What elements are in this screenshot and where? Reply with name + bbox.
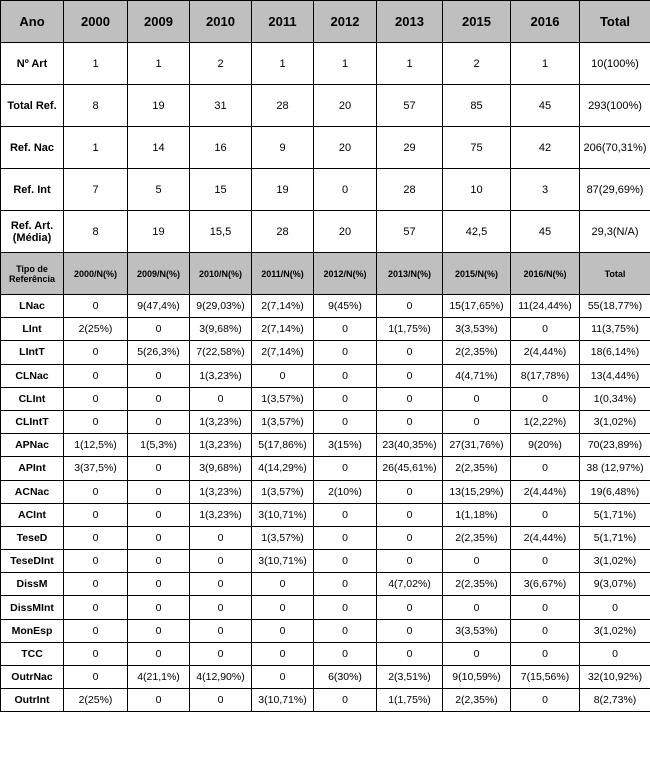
data-cell: 3(1,02%) bbox=[580, 410, 650, 433]
header-cell-year-pct: 2013/N(%) bbox=[377, 253, 443, 295]
reference-type-row bbox=[1, 410, 650, 433]
data-cell: 0 bbox=[314, 341, 377, 364]
data-cell: 27(31,76%) bbox=[443, 434, 511, 457]
data-cell: 0 bbox=[580, 596, 650, 619]
data-cell: 2(4,44%) bbox=[511, 526, 580, 549]
reference-type-row bbox=[1, 596, 650, 619]
data-cell: 1(3,57%) bbox=[252, 480, 314, 503]
header-label-line: Referência bbox=[8, 273, 56, 284]
data-cell: 0 bbox=[190, 642, 252, 665]
header-cell-total: Total bbox=[580, 1, 650, 43]
data-cell: 28 bbox=[377, 169, 443, 211]
data-cell: 10 bbox=[443, 169, 511, 211]
header-cell-year-pct: 2012/N(%) bbox=[314, 253, 377, 295]
data-cell: 2(7,14%) bbox=[252, 295, 314, 318]
data-cell: 0 bbox=[511, 503, 580, 526]
data-cell: 42 bbox=[511, 127, 580, 169]
data-cell: 2(2,35%) bbox=[443, 457, 511, 480]
data-cell: 2(4,44%) bbox=[511, 341, 580, 364]
reference-type-row bbox=[1, 387, 650, 410]
data-cell: 0 bbox=[64, 341, 128, 364]
data-cell: 57 bbox=[377, 85, 443, 127]
header-cell-year: 2015 bbox=[443, 1, 511, 43]
data-cell: 31 bbox=[190, 85, 252, 127]
data-cell: 0 bbox=[511, 596, 580, 619]
data-cell: 5(1,71%) bbox=[580, 503, 650, 526]
row-label: LNac bbox=[1, 295, 64, 318]
data-cell: 0 bbox=[128, 642, 190, 665]
data-cell: 15,5 bbox=[190, 211, 252, 253]
data-cell: 0 bbox=[377, 550, 443, 573]
data-cell: 0 bbox=[64, 364, 128, 387]
data-cell: 0 bbox=[443, 596, 511, 619]
row-label-line: (Média) bbox=[12, 231, 52, 244]
summary-row bbox=[1, 127, 650, 169]
data-cell: 55(18,77%) bbox=[580, 295, 650, 318]
data-cell: 0 bbox=[511, 457, 580, 480]
data-cell: 0 bbox=[64, 410, 128, 433]
data-cell: 0 bbox=[128, 410, 190, 433]
row-label: Nº Art bbox=[1, 43, 64, 85]
row-label: MonEsp bbox=[1, 619, 64, 642]
row-label: OutrInt bbox=[1, 689, 64, 712]
data-cell: 2(7,14%) bbox=[252, 341, 314, 364]
header-row-years bbox=[1, 1, 650, 43]
data-cell: 3(3,53%) bbox=[443, 619, 511, 642]
row-label: LIntT bbox=[1, 341, 64, 364]
data-cell: 23(40,35%) bbox=[377, 434, 443, 457]
data-cell: 0 bbox=[64, 387, 128, 410]
data-cell: 11(24,44%) bbox=[511, 295, 580, 318]
header-cell-year: 2012 bbox=[314, 1, 377, 43]
data-cell: 0 bbox=[511, 318, 580, 341]
data-cell: 0 bbox=[252, 573, 314, 596]
data-cell: 2(25%) bbox=[64, 689, 128, 712]
data-cell: 1 bbox=[377, 43, 443, 85]
data-cell: 1(3,57%) bbox=[252, 526, 314, 549]
row-label: Total Ref. bbox=[1, 85, 64, 127]
data-cell: 0 bbox=[252, 642, 314, 665]
header-cell-year: 2000 bbox=[64, 1, 128, 43]
data-cell: 4(7,02%) bbox=[377, 573, 443, 596]
data-cell: 0 bbox=[64, 480, 128, 503]
row-label: APInt bbox=[1, 457, 64, 480]
data-cell: 2(10%) bbox=[314, 480, 377, 503]
reference-type-row bbox=[1, 434, 650, 457]
data-cell: 0 bbox=[377, 503, 443, 526]
data-cell: 9(10,59%) bbox=[443, 666, 511, 689]
data-cell: 1 bbox=[252, 43, 314, 85]
data-cell: 29 bbox=[377, 127, 443, 169]
row-label: CLNac bbox=[1, 364, 64, 387]
data-cell: 206(70,31%) bbox=[580, 127, 650, 169]
reference-type-row bbox=[1, 457, 650, 480]
header-cell-ano: Ano bbox=[1, 1, 64, 43]
data-cell: 2 bbox=[190, 43, 252, 85]
data-cell: 3(10,71%) bbox=[252, 689, 314, 712]
data-cell: 0 bbox=[314, 169, 377, 211]
data-cell: 0 bbox=[314, 526, 377, 549]
data-cell: 0 bbox=[128, 457, 190, 480]
data-cell: 0 bbox=[128, 480, 190, 503]
summary-row bbox=[1, 85, 650, 127]
data-cell: 1 bbox=[64, 127, 128, 169]
data-cell: 15(17,65%) bbox=[443, 295, 511, 318]
data-cell: 0 bbox=[128, 364, 190, 387]
data-cell: 0 bbox=[511, 642, 580, 665]
data-cell: 20 bbox=[314, 85, 377, 127]
data-cell: 0 bbox=[314, 387, 377, 410]
data-cell: 0 bbox=[190, 573, 252, 596]
data-cell: 0 bbox=[190, 619, 252, 642]
header-cell-year: 2016 bbox=[511, 1, 580, 43]
summary-row bbox=[1, 169, 650, 211]
data-cell: 1(1,75%) bbox=[377, 318, 443, 341]
data-cell: 0 bbox=[377, 341, 443, 364]
data-cell: 3(9,68%) bbox=[190, 318, 252, 341]
data-cell: 9(3,07%) bbox=[580, 573, 650, 596]
data-cell: 3(9,68%) bbox=[190, 457, 252, 480]
data-cell: 14 bbox=[128, 127, 190, 169]
data-cell: 0 bbox=[64, 295, 128, 318]
data-cell: 42,5 bbox=[443, 211, 511, 253]
data-cell: 3(10,71%) bbox=[252, 503, 314, 526]
data-cell: 3(1,02%) bbox=[580, 550, 650, 573]
data-cell: 0 bbox=[443, 642, 511, 665]
data-cell: 3(37,5%) bbox=[64, 457, 128, 480]
data-cell: 7(22,58%) bbox=[190, 341, 252, 364]
data-cell: 20 bbox=[314, 127, 377, 169]
data-cell: 0 bbox=[377, 596, 443, 619]
data-cell: 0 bbox=[377, 387, 443, 410]
data-cell: 0 bbox=[190, 550, 252, 573]
data-cell: 0 bbox=[128, 596, 190, 619]
reference-type-row bbox=[1, 480, 650, 503]
data-cell: 1(2,22%) bbox=[511, 410, 580, 433]
data-cell: 28 bbox=[252, 211, 314, 253]
data-cell: 3 bbox=[511, 169, 580, 211]
header-cell-year-pct: Total bbox=[580, 253, 650, 295]
header-cell-year: 2013 bbox=[377, 1, 443, 43]
header-cell-year-pct: 2010/N(%) bbox=[190, 253, 252, 295]
reference-type-row bbox=[1, 526, 650, 549]
data-cell: 5(17,86%) bbox=[252, 434, 314, 457]
data-cell: 0 bbox=[314, 689, 377, 712]
data-cell: 3(6,67%) bbox=[511, 573, 580, 596]
row-label: CLIntT bbox=[1, 410, 64, 433]
row-label bbox=[1, 211, 64, 253]
data-cell: 16 bbox=[190, 127, 252, 169]
data-cell: 0 bbox=[64, 619, 128, 642]
reference-type-row bbox=[1, 318, 650, 341]
row-label: TeseDInt bbox=[1, 550, 64, 573]
data-cell: 0 bbox=[314, 457, 377, 480]
data-cell: 3(10,71%) bbox=[252, 550, 314, 573]
data-cell: 0 bbox=[314, 619, 377, 642]
data-cell: 1(3,23%) bbox=[190, 480, 252, 503]
data-cell: 5 bbox=[128, 169, 190, 211]
data-cell: 57 bbox=[377, 211, 443, 253]
row-label: APNac bbox=[1, 434, 64, 457]
data-cell: 6(30%) bbox=[314, 666, 377, 689]
data-cell: 9 bbox=[252, 127, 314, 169]
header-cell-year-pct: 2009/N(%) bbox=[128, 253, 190, 295]
data-cell: 19(6,48%) bbox=[580, 480, 650, 503]
data-cell: 2(4,44%) bbox=[511, 480, 580, 503]
data-cell: 2(3,51%) bbox=[377, 666, 443, 689]
data-cell: 0 bbox=[443, 410, 511, 433]
data-cell: 1(1,75%) bbox=[377, 689, 443, 712]
data-cell: 0 bbox=[511, 689, 580, 712]
data-cell: 0 bbox=[64, 596, 128, 619]
header-label-line: Tipo de bbox=[16, 263, 48, 274]
data-cell: 3(15%) bbox=[314, 434, 377, 457]
reference-type-row bbox=[1, 341, 650, 364]
data-cell: 0 bbox=[377, 295, 443, 318]
data-cell: 8 bbox=[64, 211, 128, 253]
data-cell: 1(3,23%) bbox=[190, 410, 252, 433]
header-cell-year: 2011 bbox=[252, 1, 314, 43]
header-cell-year: 2010 bbox=[190, 1, 252, 43]
data-cell: 75 bbox=[443, 127, 511, 169]
data-cell: 0 bbox=[314, 364, 377, 387]
row-label-line: Ref. Art. bbox=[10, 219, 54, 232]
data-cell: 0 bbox=[128, 573, 190, 596]
data-cell: 0 bbox=[128, 689, 190, 712]
row-label: CLInt bbox=[1, 387, 64, 410]
data-cell: 0 bbox=[377, 364, 443, 387]
row-label: LInt bbox=[1, 318, 64, 341]
data-cell: 8(17,78%) bbox=[511, 364, 580, 387]
summary-row bbox=[1, 43, 650, 85]
data-cell: 0 bbox=[443, 550, 511, 573]
data-cell: 0 bbox=[511, 550, 580, 573]
data-cell: 11(3,75%) bbox=[580, 318, 650, 341]
header-cell-year-pct: 2000/N(%) bbox=[64, 253, 128, 295]
data-cell: 9(45%) bbox=[314, 295, 377, 318]
data-cell: 0 bbox=[511, 387, 580, 410]
data-cell: 1(3,57%) bbox=[252, 410, 314, 433]
row-label: TeseD bbox=[1, 526, 64, 549]
data-cell: 0 bbox=[128, 503, 190, 526]
data-cell: 293(100%) bbox=[580, 85, 650, 127]
data-cell: 19 bbox=[128, 85, 190, 127]
data-cell: 4(4,71%) bbox=[443, 364, 511, 387]
data-cell: 45 bbox=[511, 211, 580, 253]
row-label: DissMInt bbox=[1, 596, 64, 619]
data-cell: 1(3,23%) bbox=[190, 364, 252, 387]
data-cell: 1 bbox=[128, 43, 190, 85]
data-cell: 2(2,35%) bbox=[443, 341, 511, 364]
reference-type-row bbox=[1, 666, 650, 689]
data-cell: 45 bbox=[511, 85, 580, 127]
data-cell: 0 bbox=[443, 387, 511, 410]
data-cell: 4(12,90%) bbox=[190, 666, 252, 689]
data-cell: 4(21,1%) bbox=[128, 666, 190, 689]
data-cell: 0 bbox=[128, 619, 190, 642]
data-cell: 0 bbox=[314, 642, 377, 665]
header-cell-year-pct: 2011/N(%) bbox=[252, 253, 314, 295]
header-cell-year-pct: 2015/N(%) bbox=[443, 253, 511, 295]
data-cell: 38 (12,97%) bbox=[580, 457, 650, 480]
data-cell: 0 bbox=[580, 642, 650, 665]
data-cell: 0 bbox=[314, 410, 377, 433]
data-cell: 1 bbox=[314, 43, 377, 85]
header-cell-year-pct: 2016/N(%) bbox=[511, 253, 580, 295]
data-cell: 0 bbox=[64, 550, 128, 573]
data-cell: 13(15,29%) bbox=[443, 480, 511, 503]
data-cell: 20 bbox=[314, 211, 377, 253]
data-cell: 7(15,56%) bbox=[511, 666, 580, 689]
data-cell: 3(3,53%) bbox=[443, 318, 511, 341]
data-cell: 0 bbox=[252, 619, 314, 642]
summary-row bbox=[1, 211, 650, 253]
data-cell: 0 bbox=[64, 503, 128, 526]
data-cell: 1(1,18%) bbox=[443, 503, 511, 526]
data-cell: 2(25%) bbox=[64, 318, 128, 341]
data-cell: 2 bbox=[443, 43, 511, 85]
data-cell: 29,3(N/A) bbox=[580, 211, 650, 253]
data-cell: 1 bbox=[511, 43, 580, 85]
data-cell: 5(1,71%) bbox=[580, 526, 650, 549]
row-label: ACNac bbox=[1, 480, 64, 503]
data-cell: 5(26,3%) bbox=[128, 341, 190, 364]
data-cell: 1(3,23%) bbox=[190, 434, 252, 457]
data-cell: 0 bbox=[190, 387, 252, 410]
row-label: Ref. Int bbox=[1, 169, 64, 211]
data-cell: 0 bbox=[64, 526, 128, 549]
data-cell: 70(23,89%) bbox=[580, 434, 650, 457]
data-cell: 19 bbox=[252, 169, 314, 211]
data-cell: 0 bbox=[511, 619, 580, 642]
data-cell: 26(45,61%) bbox=[377, 457, 443, 480]
data-cell: 0 bbox=[190, 526, 252, 549]
data-cell: 32(10,92%) bbox=[580, 666, 650, 689]
data-cell: 1(3,57%) bbox=[252, 387, 314, 410]
data-cell: 0 bbox=[128, 318, 190, 341]
data-cell: 13(4,44%) bbox=[580, 364, 650, 387]
data-cell: 0 bbox=[190, 596, 252, 619]
data-cell: 87(29,69%) bbox=[580, 169, 650, 211]
reference-type-row bbox=[1, 642, 650, 665]
header-row-types bbox=[1, 253, 650, 295]
data-cell: 0 bbox=[314, 573, 377, 596]
data-cell: 1(3,23%) bbox=[190, 503, 252, 526]
reference-type-row bbox=[1, 503, 650, 526]
data-cell: 8(2,73%) bbox=[580, 689, 650, 712]
data-cell: 0 bbox=[377, 480, 443, 503]
data-cell: 0 bbox=[314, 318, 377, 341]
data-cell: 0 bbox=[377, 642, 443, 665]
data-cell: 0 bbox=[314, 550, 377, 573]
table-body bbox=[1, 1, 650, 712]
data-cell: 0 bbox=[64, 573, 128, 596]
data-cell: 0 bbox=[314, 596, 377, 619]
data-cell: 0 bbox=[252, 666, 314, 689]
data-cell: 0 bbox=[128, 550, 190, 573]
row-label: Ref. Nac bbox=[1, 127, 64, 169]
data-cell: 19 bbox=[128, 211, 190, 253]
reference-type-row bbox=[1, 364, 650, 387]
data-cell: 7 bbox=[64, 169, 128, 211]
data-cell: 10(100%) bbox=[580, 43, 650, 85]
data-cell: 3(1,02%) bbox=[580, 619, 650, 642]
row-label: OutrNac bbox=[1, 666, 64, 689]
data-cell: 9(29,03%) bbox=[190, 295, 252, 318]
data-cell: 0 bbox=[377, 619, 443, 642]
data-cell: 2(7,14%) bbox=[252, 318, 314, 341]
row-label: DissM bbox=[1, 573, 64, 596]
data-cell: 15 bbox=[190, 169, 252, 211]
reference-type-row bbox=[1, 573, 650, 596]
data-cell: 4(14,29%) bbox=[252, 457, 314, 480]
data-cell: 9(47,4%) bbox=[128, 295, 190, 318]
data-cell: 85 bbox=[443, 85, 511, 127]
data-cell: 0 bbox=[314, 503, 377, 526]
data-cell: 0 bbox=[252, 364, 314, 387]
reference-type-row bbox=[1, 619, 650, 642]
data-cell: 2(2,35%) bbox=[443, 526, 511, 549]
data-cell: 0 bbox=[252, 596, 314, 619]
header-cell-tipo-referencia bbox=[1, 253, 64, 295]
data-cell: 0 bbox=[190, 689, 252, 712]
data-cell: 0 bbox=[128, 526, 190, 549]
data-cell: 8 bbox=[64, 85, 128, 127]
data-cell: 18(6,14%) bbox=[580, 341, 650, 364]
data-cell: 28 bbox=[252, 85, 314, 127]
reference-type-row bbox=[1, 295, 650, 318]
data-cell: 2(2,35%) bbox=[443, 689, 511, 712]
data-cell: 0 bbox=[64, 642, 128, 665]
data-cell: 1(12,5%) bbox=[64, 434, 128, 457]
row-label: TCC bbox=[1, 642, 64, 665]
reference-type-row bbox=[1, 550, 650, 573]
data-cell: 2(2,35%) bbox=[443, 573, 511, 596]
data-cell: 1(0,34%) bbox=[580, 387, 650, 410]
data-cell: 0 bbox=[377, 526, 443, 549]
reference-type-row bbox=[1, 689, 650, 712]
data-cell: 0 bbox=[128, 387, 190, 410]
header-cell-year: 2009 bbox=[128, 1, 190, 43]
data-cell: 1 bbox=[64, 43, 128, 85]
row-label: ACInt bbox=[1, 503, 64, 526]
data-cell: 1(5,3%) bbox=[128, 434, 190, 457]
data-cell: 0 bbox=[377, 410, 443, 433]
data-cell: 9(20%) bbox=[511, 434, 580, 457]
data-cell: 0 bbox=[64, 666, 128, 689]
